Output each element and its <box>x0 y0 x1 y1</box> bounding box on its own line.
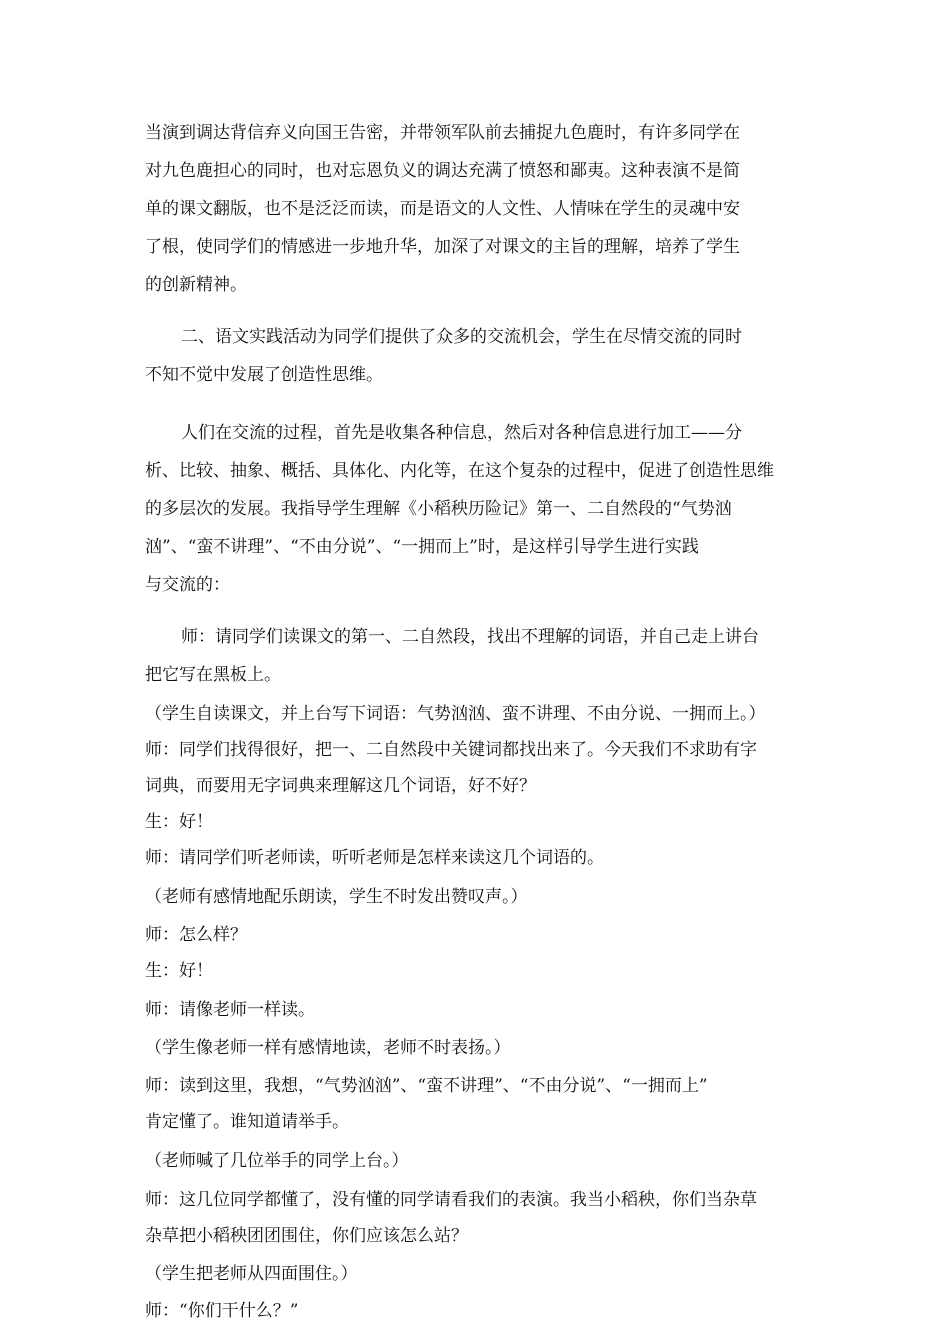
text-line: 析、比较、抽象、概括、具体化、内化等，在这个复杂的过程中，促进了创造性思维 <box>145 461 774 481</box>
paragraph-3 <box>145 414 810 604</box>
dialogue-line: 师：“你们干什么？” <box>145 1301 299 1321</box>
text-line: 人们在交流的过程，首先是收集各种信息，然后对各种信息进行加工——分 <box>181 423 742 443</box>
dialogue-line: （学生像老师一样有感情地读，老师不时表扬。） <box>145 1038 511 1058</box>
dialogue-line: （学生把老师从四面围住。） <box>145 1264 358 1284</box>
paragraph-2 <box>145 318 810 394</box>
dialogue-line: 师：怎么样？ <box>145 925 247 945</box>
dialogue-line: 生：好！ <box>145 961 213 981</box>
dialogue-line: 肯定懂了。谁知道请举手。 <box>145 1112 349 1132</box>
dialogue-line: 生：好！ <box>145 812 213 832</box>
text-line: 对九色鹿担心的同时，也对忘恩负义的调达充满了愤怒和鄙夷。这种表演不是简 <box>145 161 740 181</box>
dialogue-line: 师：这几位同学都懂了，没有懂的同学请看我们的表演。我当小稻秧，你们当杂草 <box>145 1190 757 1210</box>
dialogue-line: （老师有感情地配乐朗读，学生不时发出赞叹声。） <box>145 887 528 907</box>
dialogue-line: （老师喊了几位举手的同学上台。） <box>145 1151 409 1171</box>
text-line: 不知不觉中发展了创造性思维。 <box>145 365 383 385</box>
dialogue-line: 词典，而要用无字词典来理解这几个词语，好不好？ <box>145 776 536 796</box>
dialogue-line: 师：同学们找得很好，把一、二自然段中关键词都找出来了。今天我们不求助有字 <box>145 740 757 760</box>
text-line: 当演到调达背信弃义向国王告密，并带领军队前去捕捉九色鹿时，有许多同学在 <box>145 123 740 143</box>
dialogue-line: 师：请像老师一样读。 <box>145 1000 315 1020</box>
text-line: 师：请同学们读课文的第一、二自然段，找出不理解的词语，并自己走上讲台 <box>181 627 759 647</box>
text-line: 了根，使同学们的情感进一步地升华，加深了对课文的主旨的理解，培养了学生 <box>145 237 740 257</box>
text-line: 二、语文实践活动为同学们提供了众多的交流机会，学生在尽情交流的同时 <box>181 327 742 347</box>
text-line: 的创新精神。 <box>145 275 247 295</box>
dialogue-line: 杂草把小稻秧团团围住，你们应该怎么站？ <box>145 1226 468 1246</box>
dialogue-line: （学生自读课文，并上台写下词语：气势汹汹、蛮不讲理、不由分说、一拥而上。） <box>145 704 766 724</box>
dialogue-line: 师：请同学们听老师读，听听老师是怎样来读这几个词语的。 <box>145 848 604 868</box>
dialogue-line: 师：读到这里，我想，“气势汹汹”、“蛮不讲理”、“不由分说”、“一拥而上” <box>145 1076 708 1096</box>
paragraph-1 <box>145 114 810 304</box>
text-line: 与交流的： <box>145 575 230 595</box>
text-line: 把它写在黑板上。 <box>145 665 281 685</box>
text-line: 汹”、“蛮不讲理”、“不由分说”、“一拥而上”时，是这样引导学生进行实践 <box>145 537 699 557</box>
text-line: 的多层次的发展。我指导学生理解《小稻秧历险记》第一、二自然段的“气势汹 <box>145 499 732 519</box>
paragraph-4 <box>145 618 810 694</box>
text-line: 单的课文翻版，也不是泛泛而读，而是语文的人文性、人情味在学生的灵魂中安 <box>145 199 740 219</box>
